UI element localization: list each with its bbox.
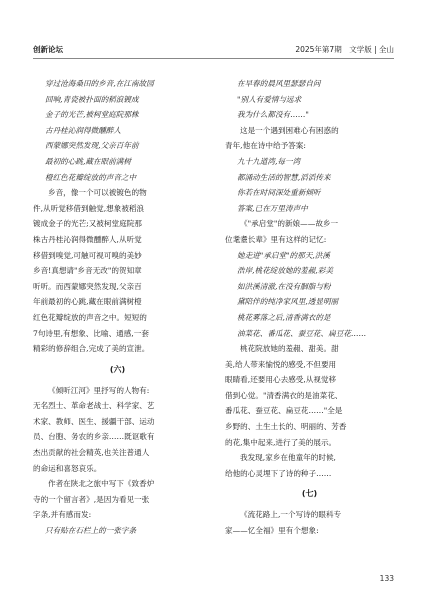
header-rule: [33, 58, 394, 59]
poem-line: 最初的心跳,藏在眼前满树: [45, 156, 131, 166]
text-line: 无名烈士、革命老战士、科学家、艺: [33, 401, 155, 411]
poem-line: 在早春的晨风里瑟瑟自问: [237, 79, 321, 88]
poem-excerpt-4: [225, 154, 394, 216]
text-line: 眼睛看,还要用心去感受,从视觉移: [225, 375, 337, 385]
text-line: 红色花瓣绽放的声音之中。短短的: [33, 312, 147, 322]
poem-excerpt-2: [33, 523, 202, 539]
paragraph-6: [225, 341, 394, 450]
text-line: 株古丹桂沁润得微醺醉人,从听觉: [33, 234, 142, 244]
paragraph-3: [33, 476, 202, 523]
text-line: 件,从听觉移借到触觉,想象被稻浪: [33, 203, 145, 213]
poem-line: 西蒙娜突然发现,父亲百年前: [45, 141, 139, 151]
text-line: 我发现,家乡在他童年的时候,: [240, 453, 336, 463]
text-line: 镀成金子的光芒;又被柯堂庭院那: [33, 219, 142, 229]
text-line: 这是一个遇到困难心有困惑的: [240, 125, 339, 135]
text-line: 桃花院放她的羞赧、甜美。甜: [240, 344, 339, 354]
page-header: [33, 44, 394, 58]
paragraph-8: [225, 507, 394, 538]
poem-line: 答案,已在万里涛声中: [237, 203, 308, 213]
paragraph-5: [225, 216, 394, 247]
poem-excerpt-1: [33, 76, 202, 185]
right-column: [225, 76, 394, 539]
paragraph-1: [33, 185, 202, 357]
text-line: 杰出贡献的社会精英,也关注普通人: [33, 448, 150, 458]
poem-line: 金子的光芒,被柯堂庭院那株: [45, 110, 139, 120]
poem-line: 桃花雾落之后,清香满衣的是: [237, 312, 331, 322]
poem-line: 我为什么都没有……": [237, 110, 309, 120]
text-line: 员、台胞、务农的乡亲……既讴歌有: [33, 432, 155, 442]
text-line: 字条,并有感而发:: [33, 510, 92, 520]
poem-line: 浩岸,桃花绽放她的羞赧,彩美: [237, 266, 333, 276]
text-line: 家——忆全福》里有个想象:: [225, 526, 319, 536]
text-line: 乡音，像一个可以被镀色的物: [48, 188, 147, 198]
poem-line: 九十九道湾,每一湾: [237, 156, 301, 166]
text-line: 作者在陕北之旅中写下《致香炉: [48, 479, 155, 489]
poem-line: 她走进"承启堂"的那天,洪溪: [237, 250, 330, 260]
text-line: 的花,集中起来,进行了美的展示。: [225, 437, 337, 447]
section-heading-6: (六): [109, 364, 126, 374]
page-number: 133: [379, 574, 394, 583]
text-line: 《流花路上,一个写诗的眼科专: [240, 510, 342, 520]
text-line: 听听。而西蒙娜突然发现,父亲百: [33, 281, 142, 291]
text-line: 乡音!真想请"乡音无改"的贺知章: [33, 266, 142, 276]
poem-line: 黛陪伴的纯净家风里,透显明丽: [237, 297, 339, 307]
text-line: 的命运和喜怒哀乐。: [33, 463, 102, 473]
poem-line: 你若在时间深处重新倾听: [237, 188, 321, 198]
text-line: 《"承启堂"的新娘——故乡一: [240, 219, 339, 229]
text-line: 青年,他在诗中给予答案:: [225, 141, 306, 151]
text-line: 精彩的修辞组合,完成了美的宣泄。: [33, 344, 150, 354]
paragraph-4: [225, 123, 394, 154]
text-line: 借到心觉。"清香满衣的是油菜花、: [225, 390, 343, 400]
poem-line: 油菜花、番瓜花、蚕豆花、扁豆花……: [237, 328, 367, 338]
text-line: 寺的一个留言者》,是因为看见一张: [33, 494, 150, 504]
poem-line: 橙红色花瓣绽放的声音之中: [45, 172, 137, 182]
text-line: 番瓜花、蚕豆花、扁豆花……"全是: [225, 406, 343, 416]
poem-excerpt-3: [225, 76, 394, 123]
text-line: 年前最初的心跳,藏在眼前满树橙: [33, 297, 142, 307]
poem-line: 都涌动生活的智慧,滔滔传来: [237, 172, 331, 182]
section-label: 创新论坛: [33, 45, 63, 54]
issue-label: 2025年第7期 文学版 | 全山: [295, 45, 394, 54]
poem-line: "别人有爱情与远求: [237, 94, 302, 104]
text-line: 7句诗里,有想象、比喻、通感,一套: [33, 328, 149, 338]
text-line: 位耄耋长辈》里有这样的记忆:: [225, 234, 327, 244]
poem-line: 只有贴在石栏上的一张字条: [45, 526, 137, 536]
left-column: [33, 76, 202, 539]
poem-line: 回响,青瓷被扑面的稻浪镀成: [45, 94, 139, 104]
paragraph-7: [225, 450, 394, 481]
text-line: 移借到嗅觉,可触可视可嗅的美妙: [33, 250, 142, 260]
text-line: 《倾听江河》里抒写的人物有:: [48, 385, 150, 395]
text-line: 给他的心灵埋下了诗的种子……: [225, 468, 332, 478]
section-heading-7: (七): [301, 489, 318, 499]
text-line: 美,给人带来愉悦的感受,不但要用: [225, 359, 337, 369]
text-line: 乡野的、土生土长的、明丽的、芳香: [225, 422, 347, 432]
paragraph-2: [33, 383, 202, 477]
poem-line: 穿过沧海桑田的乡音,在江南故园: [45, 79, 154, 88]
poem-line: 古丹桂沁润得微醺醉人: [45, 125, 121, 135]
poem-excerpt-5: [225, 248, 394, 342]
poem-line: 如洪溪清澈,在没有胭脂与粉: [237, 281, 331, 291]
text-line: 术家、教师、医生、援疆干部、运动: [33, 416, 155, 426]
